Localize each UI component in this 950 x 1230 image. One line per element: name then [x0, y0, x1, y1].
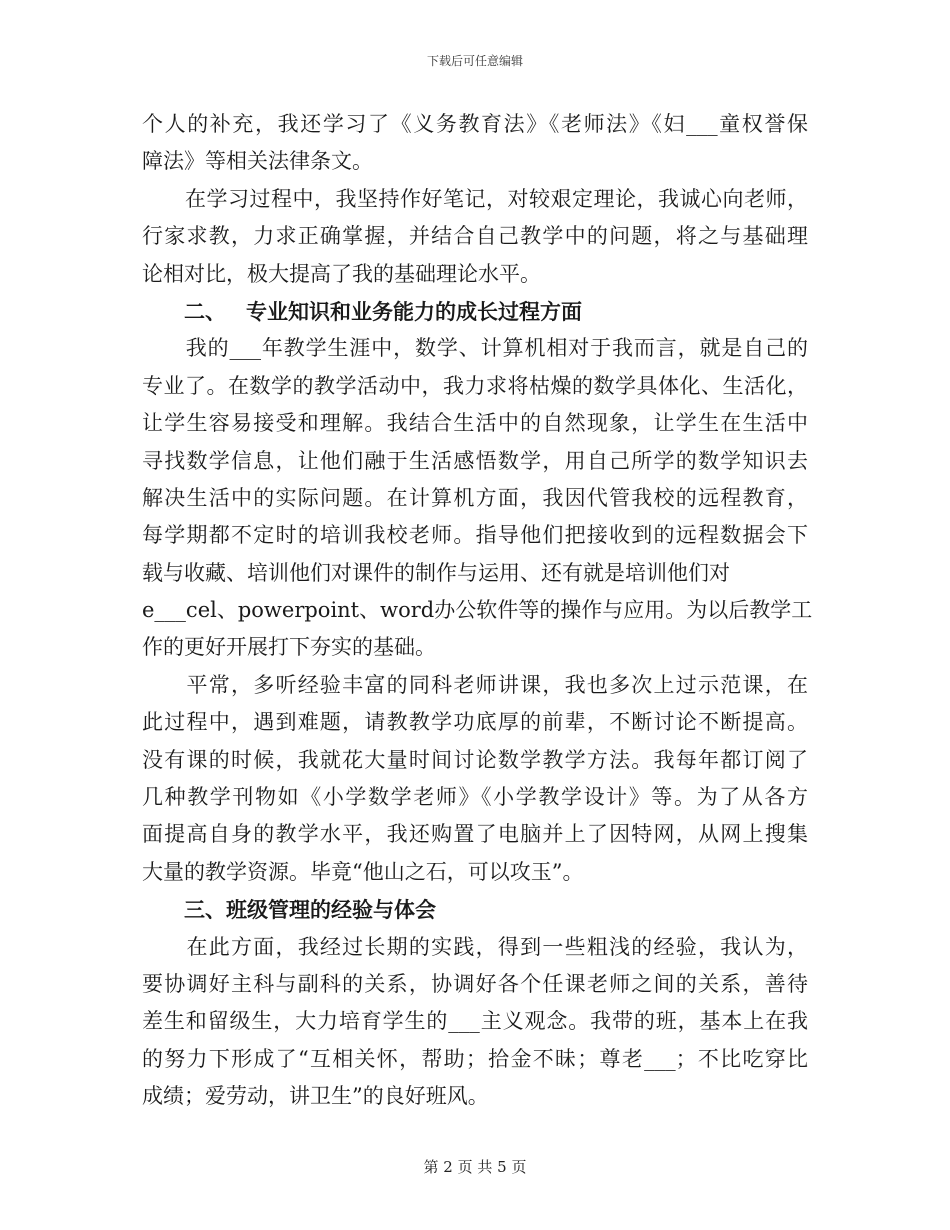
paragraph-line: 论相对比，极大提高了我的基础理论水平。 [142, 261, 541, 286]
paragraph-line: 几种教学刊物如《小学数学老师》《小学教学设计》等。为了从各方 [142, 785, 808, 810]
paragraph-line: 载与收藏、培训他们对课件的制作与运用、还有就是培训他们对 [142, 560, 730, 585]
paragraph-line: 在此方面，我经过长期的实践，得到一些粗浅的经验，我认为， [142, 934, 808, 959]
paragraph-line: 行家求教，力求正确掌握，并结合自己教学中的问题，将之与基础理 [142, 224, 808, 249]
paragraph-line: 我的___年教学生涯中，数学、计算机相对于我而言，就是自己的 [142, 336, 808, 361]
paragraph-line: 没有课的时候，我就花大量时间讨论数学教学方法。我每年都订阅了 [142, 747, 808, 772]
paragraph-line: 解决生活中的实际问题。在计算机方面，我因代管我校的远程教育， [142, 485, 808, 510]
paragraph-line: 的努力下形成了“互相关怀，帮助；拾金不昧；尊老___；不比吃穿比 [142, 1046, 808, 1071]
paragraph-line: 作的更好开展打下夯实的基础。 [142, 635, 436, 660]
paragraph-line: 寻找数学信息，让他们融于生活感悟数学，用自己所学的数学知识去 [142, 448, 808, 473]
paragraph-line: 差生和留级生，大力培育学生的___主义观念。我带的班，基本上在我 [142, 1009, 808, 1034]
paragraph-line: 大量的教学资源。毕竟“他山之石，可以攻玉”。 [142, 859, 584, 884]
header-note: 下载后可任意编辑 [426, 54, 523, 68]
paragraph-line: 要协调好主科与副科的关系，协调好各个任课老师之间的关系，善待 [142, 971, 808, 996]
paragraph-line: 成绩；爱劳动，讲卫生”的良好班风。 [142, 1084, 489, 1109]
paragraph-line: 每学期都不定时的培训我校老师。指导他们把接收到的远程数据会下 [142, 523, 808, 548]
section-heading-3: 三、班级管理的经验与体会 [142, 897, 436, 923]
paragraph-line: 专业了。在数学的教学活动中，我力求将枯燥的数学具体化、生活化， [142, 373, 808, 398]
paragraph-line: 让学生容易接受和理解。我结合生活中的自然现象，让学生在生活中 [142, 411, 808, 436]
paragraph-line: 障法》等相关法律条文。 [142, 149, 373, 174]
paragraph-line: 面提高自身的教学水平，我还购置了电脑并上了因特网，从网上搜集 [142, 822, 808, 847]
section-heading-number: 二、 [184, 298, 226, 324]
document-body [142, 106, 813, 1116]
paragraph-line: 在学习过程中，我坚持作好笔记，对较艰定理论，我诚心向老师， [142, 186, 808, 211]
section-heading-2 [142, 293, 808, 330]
paragraph-line: e___cel、powerpoint、word办公软件等的操作与应用。为以后教学工 [142, 598, 813, 623]
paragraph-line: 平常，多听经验丰富的同科老师讲课，我也多次上过示范课，在 [142, 672, 808, 697]
paragraph-line: 个人的补充，我还学习了《义务教育法》《老师法》《妇___童权誉保 [142, 112, 808, 136]
paragraph-line: 此过程中，遇到难题，请教教学功底厚的前辈，不断讨论不断提高。 [142, 710, 808, 735]
page-number-footer: 第 2 页 共 5 页 [423, 1158, 527, 1176]
section-heading-title: 专业知识和业务能力的成长过程方面 [246, 298, 582, 324]
